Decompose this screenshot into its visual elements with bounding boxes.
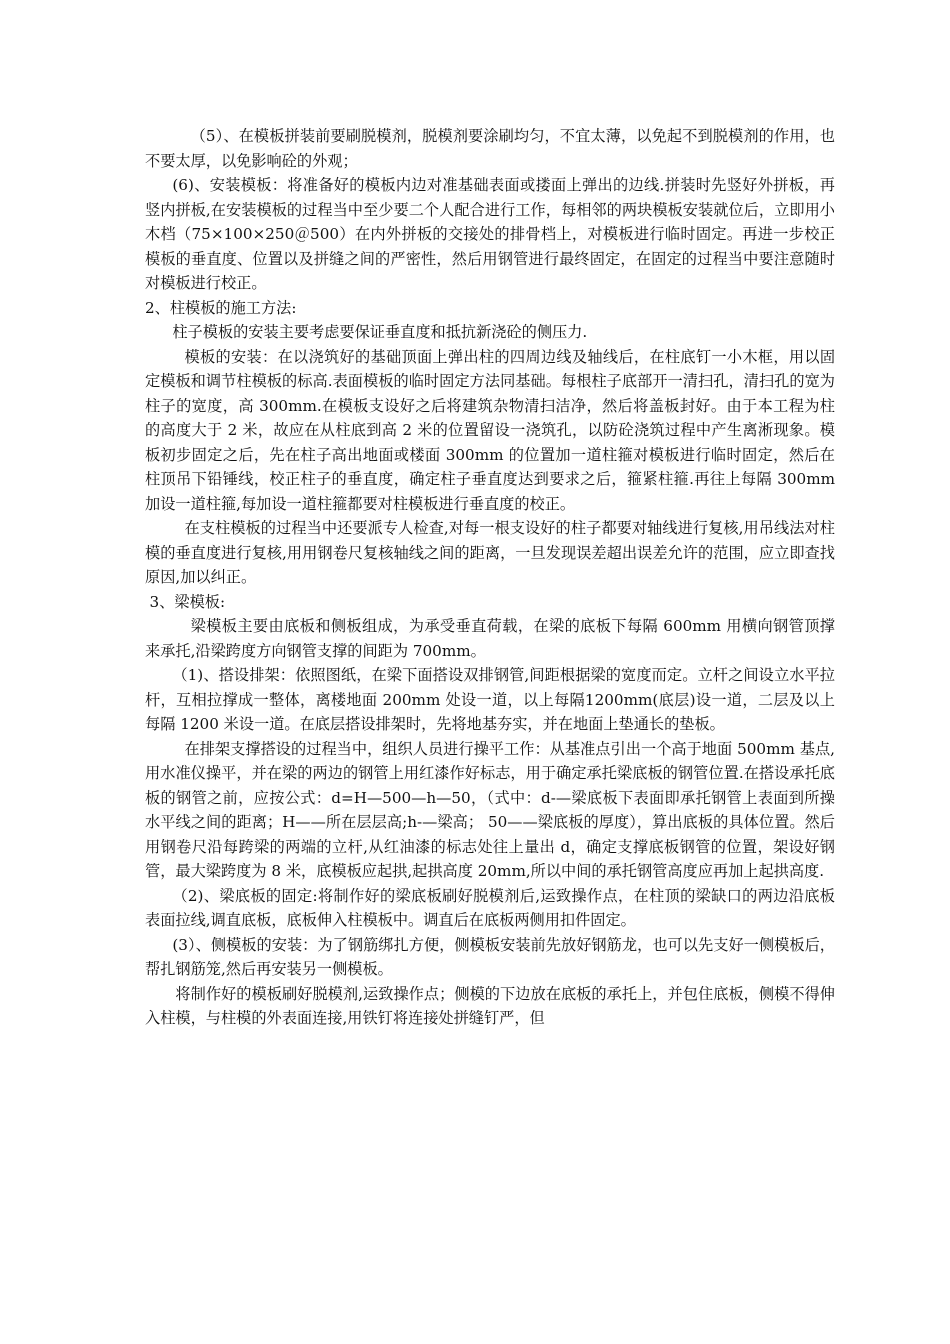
paragraph-scaffold: （1)、搭设排架：依照图纸，在梁下面搭设双排钢管,间距根据梁的宽度而定。立杆之间设立水平拉杆，互相拉撑成一整体，离楼地面 200mm 处设一道，以上每隔1200mm(底层)设一道，二层及以上每隔 1200 米设一道。在底层搭设排架时，先将地基夯实，并在地面上垫通长的垫板。	[145, 666, 835, 733]
paragraph-beam-intro: 梁模板主要由底板和侧板组成，为承受垂直荷载，在梁的底板下每隔 600mm 用横向钢管顶撑来承托,沿梁跨度方向钢管支撑的间距为 700mm。	[145, 617, 835, 660]
paragraph-column-intro: 柱子模板的安装主要考虑要保证垂直度和抵抗新浇砼的侧压力.	[172, 323, 588, 341]
heading-beam-formwork: 3、梁模板:	[149, 592, 226, 611]
paragraph-column-install: 模板的安装：在以浇筑好的基础顶面上弹出柱的四周边线及轴线后，在柱底钉一小木框，用以固定模板和调节柱模板的标高.表面模板的临时固定方法同基础。每根柱子底部开一清扫孔，清扫孔的宽为柱子的宽度，高 300mm.在模板支设好之后将建筑杂物清扫洁净，然后将盖板封好。由于本工程为柱的高度大于 2 米，故应在从柱底到高 2 米的位置留设一浇筑孔，以防砼浇筑过程中产生离淅现象。模板初步固定之后，先在柱子高出地面或楼面 300mm 的位置加一道柱箍对模板进行临时固定，然后在柱顶吊下铅锤线，校正柱子的垂直度，确定柱子垂直度达到要求之后，箍紧柱箍.再往上每隔 300mm 加设一道柱箍,每加设一道柱箍都要对柱模板进行垂直度的校正。	[145, 347, 835, 513]
heading-column-formwork: 2、柱模板的施工方法:	[145, 298, 297, 317]
paragraph-beam-bottom: （2)、梁底板的固定:将制作好的梁底板刷好脱模剂后,运致操作点，在柱顶的梁缺口的两边沿底板表面拉线,调直底板，底板伸入柱模板中。调直后在底板两侧用扣件固定。	[145, 886, 835, 929]
paragraph-side-formwork: (3）、侧模板的安装：为了钢筋绑扎方便，侧模板安装前先放好钢筋龙，也可以先支好一侧模板后，帮扎钢筋笼,然后再安装另一侧模板。	[145, 935, 835, 978]
paragraph-column-inspection: 在支柱模板的过程当中还要派专人检查,对每一根支设好的柱子都要对轴线进行复核,用吊线法对柱模的垂直度进行复核,用用钢卷尺复核轴线之间的距离，一旦发现误差超出误差允许的范围，应立即查找原因,加以纠正。	[145, 519, 835, 586]
document-page	[145, 124, 835, 1031]
paragraph-side-formwork-detail: 将制作好的模板刷好脱模剂,运致操作点；侧模的下边放在底板的承托上，并包住底板，侧模不得伸入柱模，与柱模的外表面连接,用铁钉将连接处拼缝钉严，但	[145, 984, 835, 1027]
paragraph-install-formwork: (6)、安装模板：将准备好的模板内边对准基础表面或搂面上弹出的边线.拼装时先竖好外拼板，再竖内拼板,在安装模板的过程当中至少要二个人配合进行工作，每相邻的两块模板安装就位后，立即用小木档（75×100×250＠500）在内外拼板的交接处的排骨档上，对模板进行临时固定。再进一步校正模板的垂直度、位置以及拼缝之间的严密性，然后用钢管进行最终固定，在固定的过程当中要注意随时对模板进行校正。	[145, 176, 835, 292]
paragraph-leveling: 在排架支撑搭设的过程当中，组织人员进行操平工作：从基准点引出一个高于地面 500mm 基点,用水准仪操平，并在梁的两边的钢管上用红漆作好标志，用于确定承托梁底板的钢管位置.在搭设承托底板的钢管之前，应按公式：d=H—500—h—50，（式中：d-—梁底板下表面即承托钢管上表面到所操水平线之间的距离；H——所在层层高;h-—梁高； 50——梁底板的厚度），算出底板的具体位置。然后用钢卷尺沿每跨梁的两端的立杆,从红油漆的标志处往上量出 d，确定支撑底板钢管的位置，架设好钢管，最大梁跨度为 8 米，底模板应起拱,起拱高度 20mm,所以中间的承托钢管高度应再加上起拱高度.	[145, 739, 835, 880]
paragraph-release-agent: （5）、在模板拼装前要刷脱模剂，脱模剂要涂刷均匀，不宜太薄，以免起不到脱模剂的作用，也不要太厚，以免影响砼的外观；	[145, 127, 835, 170]
